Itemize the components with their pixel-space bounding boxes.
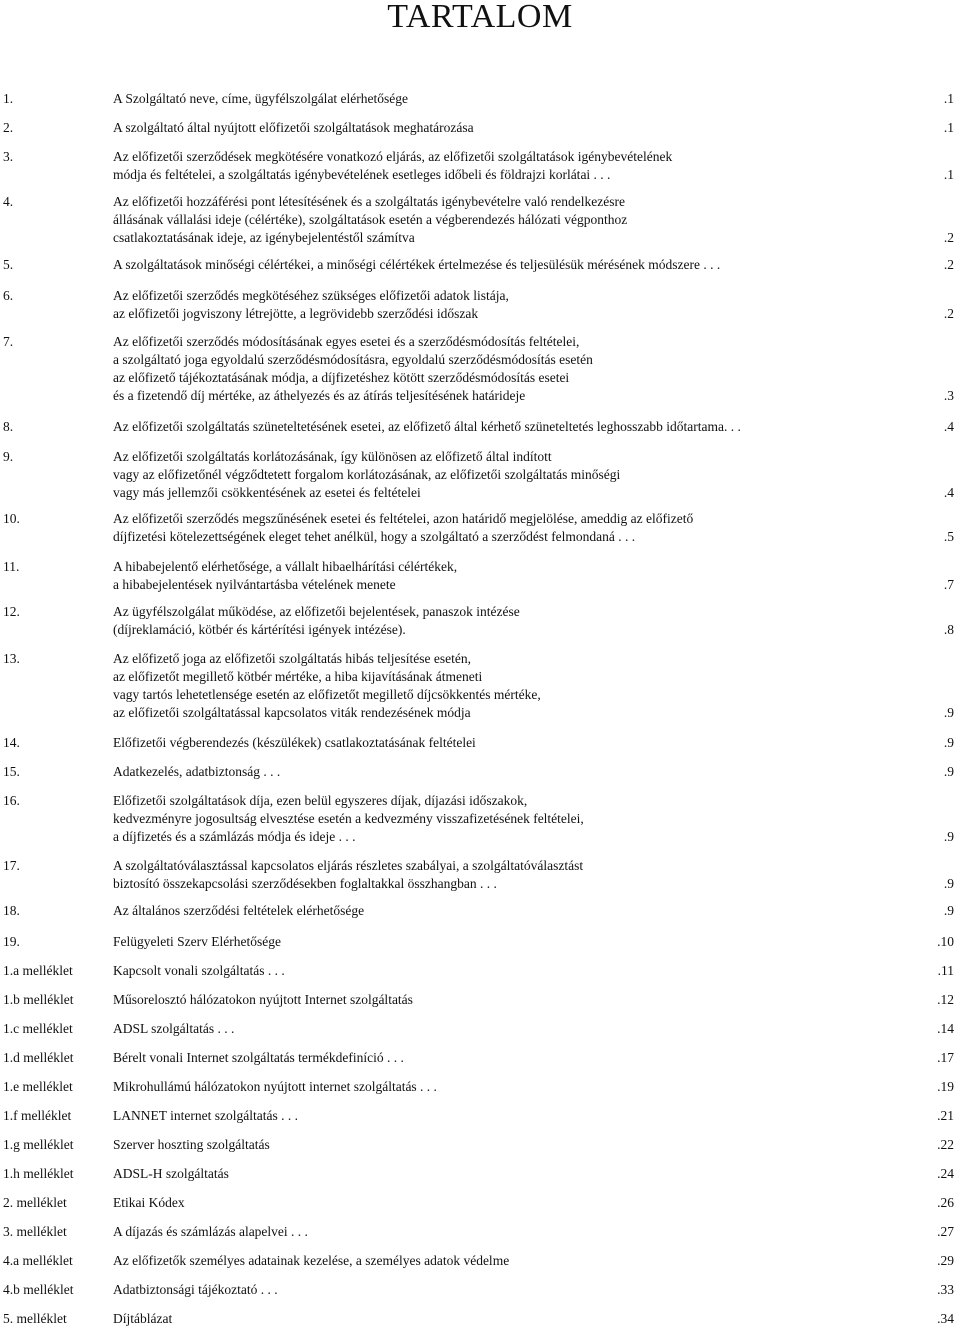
toc-entry: [0, 734, 960, 752]
toc-entry-title-line: Bérelt vonali Internet szolgáltatás termékdefiníció . . .: [113, 1050, 404, 1065]
toc-entry-page-number: .8: [943, 622, 954, 637]
toc-entry-page-number: .27: [937, 1224, 954, 1239]
toc-entry-title-line: Az előfizetői hozzáférési pont létesítésének és a szolgáltatás igénybevételre való rendelkezésre: [113, 194, 626, 209]
toc-entry-title-line: vagy tartós lehetetlensége esetén az előfizetőt megillető díjcsökkentés mértéke,: [113, 687, 541, 702]
toc-entry-title: [113, 90, 813, 108]
toc-entry: [0, 1078, 960, 1096]
toc-entry-title-line: az előfizetőt megillető kötbér mértéke, a hiba kijavításának átmeneti: [113, 669, 483, 684]
toc-entry-title-line: díjfizetési kötelezettségének eleget tehet anélkül, hogy a szolgáltató a szerződést felmondaná . . .: [113, 529, 636, 544]
toc-entry-number: 3. melléklet: [3, 1224, 67, 1239]
toc-entry-title: [113, 1020, 813, 1038]
toc-entry-title: [113, 1049, 813, 1067]
toc-entry-page-number: .7: [943, 577, 954, 592]
toc-entry: [0, 148, 960, 184]
toc-entry-number: 1.h melléklet: [3, 1166, 74, 1181]
toc-entry-title: [113, 1310, 813, 1328]
toc-entry-number: 1.g melléklet: [3, 1137, 74, 1152]
toc-entry-title: [113, 763, 813, 781]
toc-entry-page-number: .22: [937, 1137, 954, 1152]
toc-entry-number: 9.: [3, 449, 14, 464]
toc-entry-title-line: az előfizetői szolgáltatással kapcsolatos viták rendezésének módja: [113, 705, 471, 720]
toc-entry-title: [113, 792, 813, 846]
toc-entry: [0, 962, 960, 980]
toc-entry-title-line: Adatbiztonsági tájékoztató . . .: [113, 1282, 278, 1297]
toc-entry-number: 1.a melléklet: [3, 963, 73, 978]
toc-entry-page-number: .17: [937, 1050, 954, 1065]
toc-entry-number: 7.: [3, 334, 14, 349]
toc-entry-title: [113, 1165, 813, 1183]
toc-entry-page-number: .21: [937, 1108, 954, 1123]
toc-entry-page-number: .19: [937, 1079, 954, 1094]
toc-entry: [0, 650, 960, 722]
toc-entry-title: [113, 991, 813, 1009]
toc-entry-title: [113, 857, 813, 893]
toc-entry-title-line: Előfizetői végberendezés (készülékek) csatlakoztatásának feltételei: [113, 735, 476, 750]
toc-entry-number: 1.e melléklet: [3, 1079, 73, 1094]
toc-entry: [0, 902, 960, 920]
toc-entry-title: [113, 1194, 813, 1212]
toc-entry-number: 1.c melléklet: [3, 1021, 73, 1036]
toc-entry-number: 16.: [3, 793, 20, 808]
toc-entry-page-number: .4: [943, 485, 954, 500]
toc-entry: [0, 90, 960, 108]
toc-entry-number: 2. melléklet: [3, 1195, 67, 1210]
toc-entry: [0, 991, 960, 1009]
toc-entry-number: 4.b melléklet: [3, 1282, 74, 1297]
toc-entry: [0, 857, 960, 893]
toc-entry-title-line: kedvezményre jogosultság elvesztése esetén a kedvezmény visszafizetésének feltételei,: [113, 811, 584, 826]
toc-entry-title-line: Az előfizetői szerződések megkötésére vonatkozó eljárás, az előfizetői szolgáltatások igénybevételének: [113, 149, 673, 164]
toc-entry-number: 12.: [3, 604, 20, 619]
toc-entry-title: [113, 1281, 813, 1299]
toc-entry-page-number: .2: [943, 257, 954, 272]
toc-entry-title-line: biztosító összekapcsolási szerződésekben foglaltakkal összhangban . . .: [113, 876, 497, 891]
toc-entry-page-number: .33: [937, 1282, 954, 1297]
toc-entry-title-line: Adatkezelés, adatbiztonság . . .: [113, 764, 281, 779]
toc-entry-title: [113, 448, 813, 502]
toc-entry: [0, 558, 960, 594]
toc-entry-title-line: Az előfizető joga az előfizetői szolgáltatás hibás teljesítése esetén,: [113, 651, 471, 666]
toc-entry-title-line: Az előfizetői szerződés megszűnésének esetei és feltételei, azon határidő megjelölése, ameddig az előfizető: [113, 511, 694, 526]
toc-entry-page-number: .9: [943, 876, 954, 891]
toc-entry-title: [113, 193, 813, 247]
toc-entry-title-line: Kapcsolt vonali szolgáltatás . . .: [113, 963, 285, 978]
toc-entry: [0, 1223, 960, 1241]
toc-entry-page-number: .1: [943, 91, 954, 106]
toc-entry-page-number: .9: [943, 903, 954, 918]
toc-entry-title: [113, 1223, 813, 1241]
toc-entry-title: [113, 119, 813, 137]
toc-entry-title-line: a díjfizetés és a számlázás módja és ideje . . .: [113, 829, 356, 844]
toc-entry: [0, 763, 960, 781]
toc-entry-number: 1.d melléklet: [3, 1050, 74, 1065]
toc-entry-number: 3.: [3, 149, 14, 164]
toc-entry-title: [113, 148, 813, 184]
toc-entry-number: 4.: [3, 194, 14, 209]
toc-entry-title-line: ADSL-H szolgáltatás: [113, 1166, 229, 1181]
toc-entry-title: [113, 333, 813, 405]
toc-entry: [0, 933, 960, 951]
toc-entry-page-number: .34: [937, 1311, 954, 1326]
toc-entry-title: [113, 256, 813, 274]
toc-entry-title-line: Az előfizetői szerződés megkötéséhez szükséges előfizetői adatok listája,: [113, 288, 509, 303]
toc-entry: [0, 1281, 960, 1299]
toc-entry-title-line: vagy az előfizetőnél végződtetett forgalom korlátozásának, az előfizetői szolgáltatás minőségi: [113, 467, 621, 482]
toc-entry: [0, 1310, 960, 1328]
toc-entry-page-number: .9: [943, 735, 954, 750]
toc-entry: [0, 510, 960, 546]
toc-entry-title-line: ADSL szolgáltatás . . .: [113, 1021, 235, 1036]
toc-entry-title: [113, 933, 813, 951]
toc-entry: [0, 1136, 960, 1154]
toc-entry-title-line: Műsorelosztó hálózatokon nyújtott Internet szolgáltatás: [113, 992, 413, 1007]
toc-entry: [0, 333, 960, 405]
toc-entry-page-number: .26: [937, 1195, 954, 1210]
toc-entry: [0, 1194, 960, 1212]
toc-entry-page-number: .2: [943, 306, 954, 321]
toc-entry-number: 14.: [3, 735, 20, 750]
toc-entry-page-number: .11: [937, 963, 954, 978]
toc-entry-title-line: állásának vállalási ideje (célértéke), szolgáltatások esetén a végberendezés hálózati végponthoz: [113, 212, 628, 227]
toc-entry-title-line: A díjazás és számlázás alapelvei . . .: [113, 1224, 308, 1239]
toc-entry: [0, 448, 960, 502]
toc-entry-title-line: és a fizetendő díj mértéke, az áthelyezés és az átírás teljesítésének határideje: [113, 388, 526, 403]
toc-entry-number: 2.: [3, 120, 14, 135]
toc-entry: [0, 1107, 960, 1125]
toc-entry-title: [113, 1136, 813, 1154]
toc-entry-number: 17.: [3, 858, 20, 873]
toc-entry-number: 15.: [3, 764, 20, 779]
toc-entry-title-line: vagy más jellemzői csökkentésének az esetei és feltételei: [113, 485, 421, 500]
toc-entry-page-number: .4: [943, 419, 954, 434]
toc-entry-title-line: Mikrohullámú hálózatokon nyújtott internet szolgáltatás . . .: [113, 1079, 437, 1094]
toc-entry-page-number: .1: [943, 120, 954, 135]
toc-entry-title-line: (díjreklamáció, kötbér és kártérítési igények intézése).: [113, 622, 406, 637]
toc-entry-title: [113, 558, 813, 594]
toc-entry-title-line: Díjtáblázat: [113, 1311, 173, 1326]
toc-entry-title: [113, 1252, 813, 1270]
toc-entry-title-line: A hibabejelentő elérhetősége, a vállalt hibaelhárítási célértékek,: [113, 559, 458, 574]
toc-entry-title-line: LANNET internet szolgáltatás . . .: [113, 1108, 298, 1123]
toc-entry: [0, 256, 960, 274]
toc-entry: [0, 1020, 960, 1038]
toc-entry-title-line: Az általános szerződési feltételek elérhetősége: [113, 903, 365, 918]
toc-entry-number: 1.b melléklet: [3, 992, 74, 1007]
toc-entry-page-number: .29: [937, 1253, 954, 1268]
toc-entry-number: 1.f melléklet: [3, 1108, 72, 1123]
toc-entry: [0, 603, 960, 639]
toc-entry: [0, 792, 960, 846]
toc-entry-title-line: Szerver hoszting szolgáltatás: [113, 1137, 270, 1152]
toc-entry-title-line: csatlakoztatásának ideje, az igénybejelentéstől számítva: [113, 230, 415, 245]
toc-entry: [0, 1252, 960, 1270]
toc-entry-title: [113, 287, 813, 323]
toc-entry-title: [113, 650, 813, 722]
toc-entry-page-number: .12: [937, 992, 954, 1007]
toc-entry-title-line: Az előfizetői szolgáltatás szüneteltetésének esetei, az előfizető által kérhető szüneteltetés leghosszabb időtartama. . .: [113, 419, 741, 434]
toc-entry-title-line: Etikai Kódex: [113, 1195, 185, 1210]
toc-entry: [0, 1165, 960, 1183]
toc-entry-title-line: a szolgáltató joga egyoldalú szerződésmódosításra, egyoldalú szerződésmódosítás esetén: [113, 352, 593, 367]
toc-entry-number: 5. melléklet: [3, 1311, 67, 1326]
page-title: TARTALOM: [387, 0, 573, 35]
toc-entry-title-line: A szolgáltató által nyújtott előfizetői szolgáltatások meghatározása: [113, 120, 474, 135]
toc-entry-title-line: Az előfizetők személyes adatainak kezelése, a személyes adatok védelme: [113, 1253, 510, 1268]
toc-entry-number: 13.: [3, 651, 20, 666]
toc-entry-page-number: .10: [937, 934, 954, 949]
toc-entry-page-number: .14: [937, 1021, 954, 1036]
toc-entry-title-line: A Szolgáltató neve, címe, ügyfélszolgálat elérhetősége: [113, 91, 409, 106]
toc-entry: [0, 418, 960, 436]
toc-entry-title: [113, 603, 813, 639]
toc-entry-page-number: .9: [943, 829, 954, 844]
toc-entry-title: [113, 1107, 813, 1125]
toc-entry-number: 1.: [3, 91, 14, 106]
toc-entry-page-number: .2: [943, 230, 954, 245]
toc-entry-number: 5.: [3, 257, 14, 272]
toc-entry-page-number: .24: [937, 1166, 954, 1181]
toc-entry-number: 19.: [3, 934, 20, 949]
toc-entry-page-number: .1: [943, 167, 954, 182]
toc-entry: [0, 287, 960, 323]
toc-entry-number: 11.: [3, 559, 20, 574]
toc-entry-title-line: az előfizető tájékoztatásának módja, a díjfizetéshez kötött szerződésmódosítás esetei: [113, 370, 570, 385]
toc-entry-page-number: .3: [943, 388, 954, 403]
toc-entry-number: 4.a melléklet: [3, 1253, 73, 1268]
toc-entry-number: 8.: [3, 419, 14, 434]
toc-entry: [0, 193, 960, 247]
toc-entry-title: [113, 418, 813, 436]
toc-entry-title: [113, 1078, 813, 1096]
toc-entry-title-line: a hibabejelentések nyilvántartásba vételének menete: [113, 577, 396, 592]
toc-entry-title-line: A szolgáltatások minőségi célértékei, a minőségi célértékek értelmezése és teljesülésük mérésének módszere . . .: [113, 257, 721, 272]
toc-entry-title-line: Előfizetői szolgáltatások díja, ezen belül egyszeres díjak, díjazási időszakok,: [113, 793, 528, 808]
toc-entry-page-number: .9: [943, 764, 954, 779]
toc-entry-title-line: Az ügyfélszolgálat működése, az előfizetői bejelentések, panaszok intézése: [113, 604, 520, 619]
toc-entry: [0, 1049, 960, 1067]
toc-entry-number: 10.: [3, 511, 20, 526]
toc-entry-title-line: Az előfizetői szolgáltatás korlátozásának, így különösen az előfizető által indított: [113, 449, 552, 464]
toc-entry-title-line: Az előfizetői szerződés módosításának egyes esetei és a szerződésmódosítás feltételei,: [113, 334, 580, 349]
toc-entry: [0, 119, 960, 137]
toc-entry-title: [113, 902, 813, 920]
toc-entry-number: 18.: [3, 903, 20, 918]
toc-entry-title-line: módja és feltételei, a szolgáltatás igénybevételének esetleges időbeli és földrajzi korlátai . . .: [113, 167, 611, 182]
toc-entry-title: [113, 734, 813, 752]
toc-entry-title-line: az előfizetői jogviszony létrejötte, a legrövidebb szerződési időszak: [113, 306, 479, 321]
toc-entry-title: [113, 962, 813, 980]
toc-entry-page-number: .5: [943, 529, 954, 544]
toc-entry-title: [113, 510, 813, 546]
toc-entry-number: 6.: [3, 288, 14, 303]
toc-entry-page-number: .9: [943, 705, 954, 720]
toc-entry-title-line: A szolgáltatóválasztással kapcsolatos eljárás részletes szabályai, a szolgáltatóválasztást: [113, 858, 584, 873]
toc-entry-title-line: Felügyeleti Szerv Elérhetősége: [113, 934, 281, 949]
